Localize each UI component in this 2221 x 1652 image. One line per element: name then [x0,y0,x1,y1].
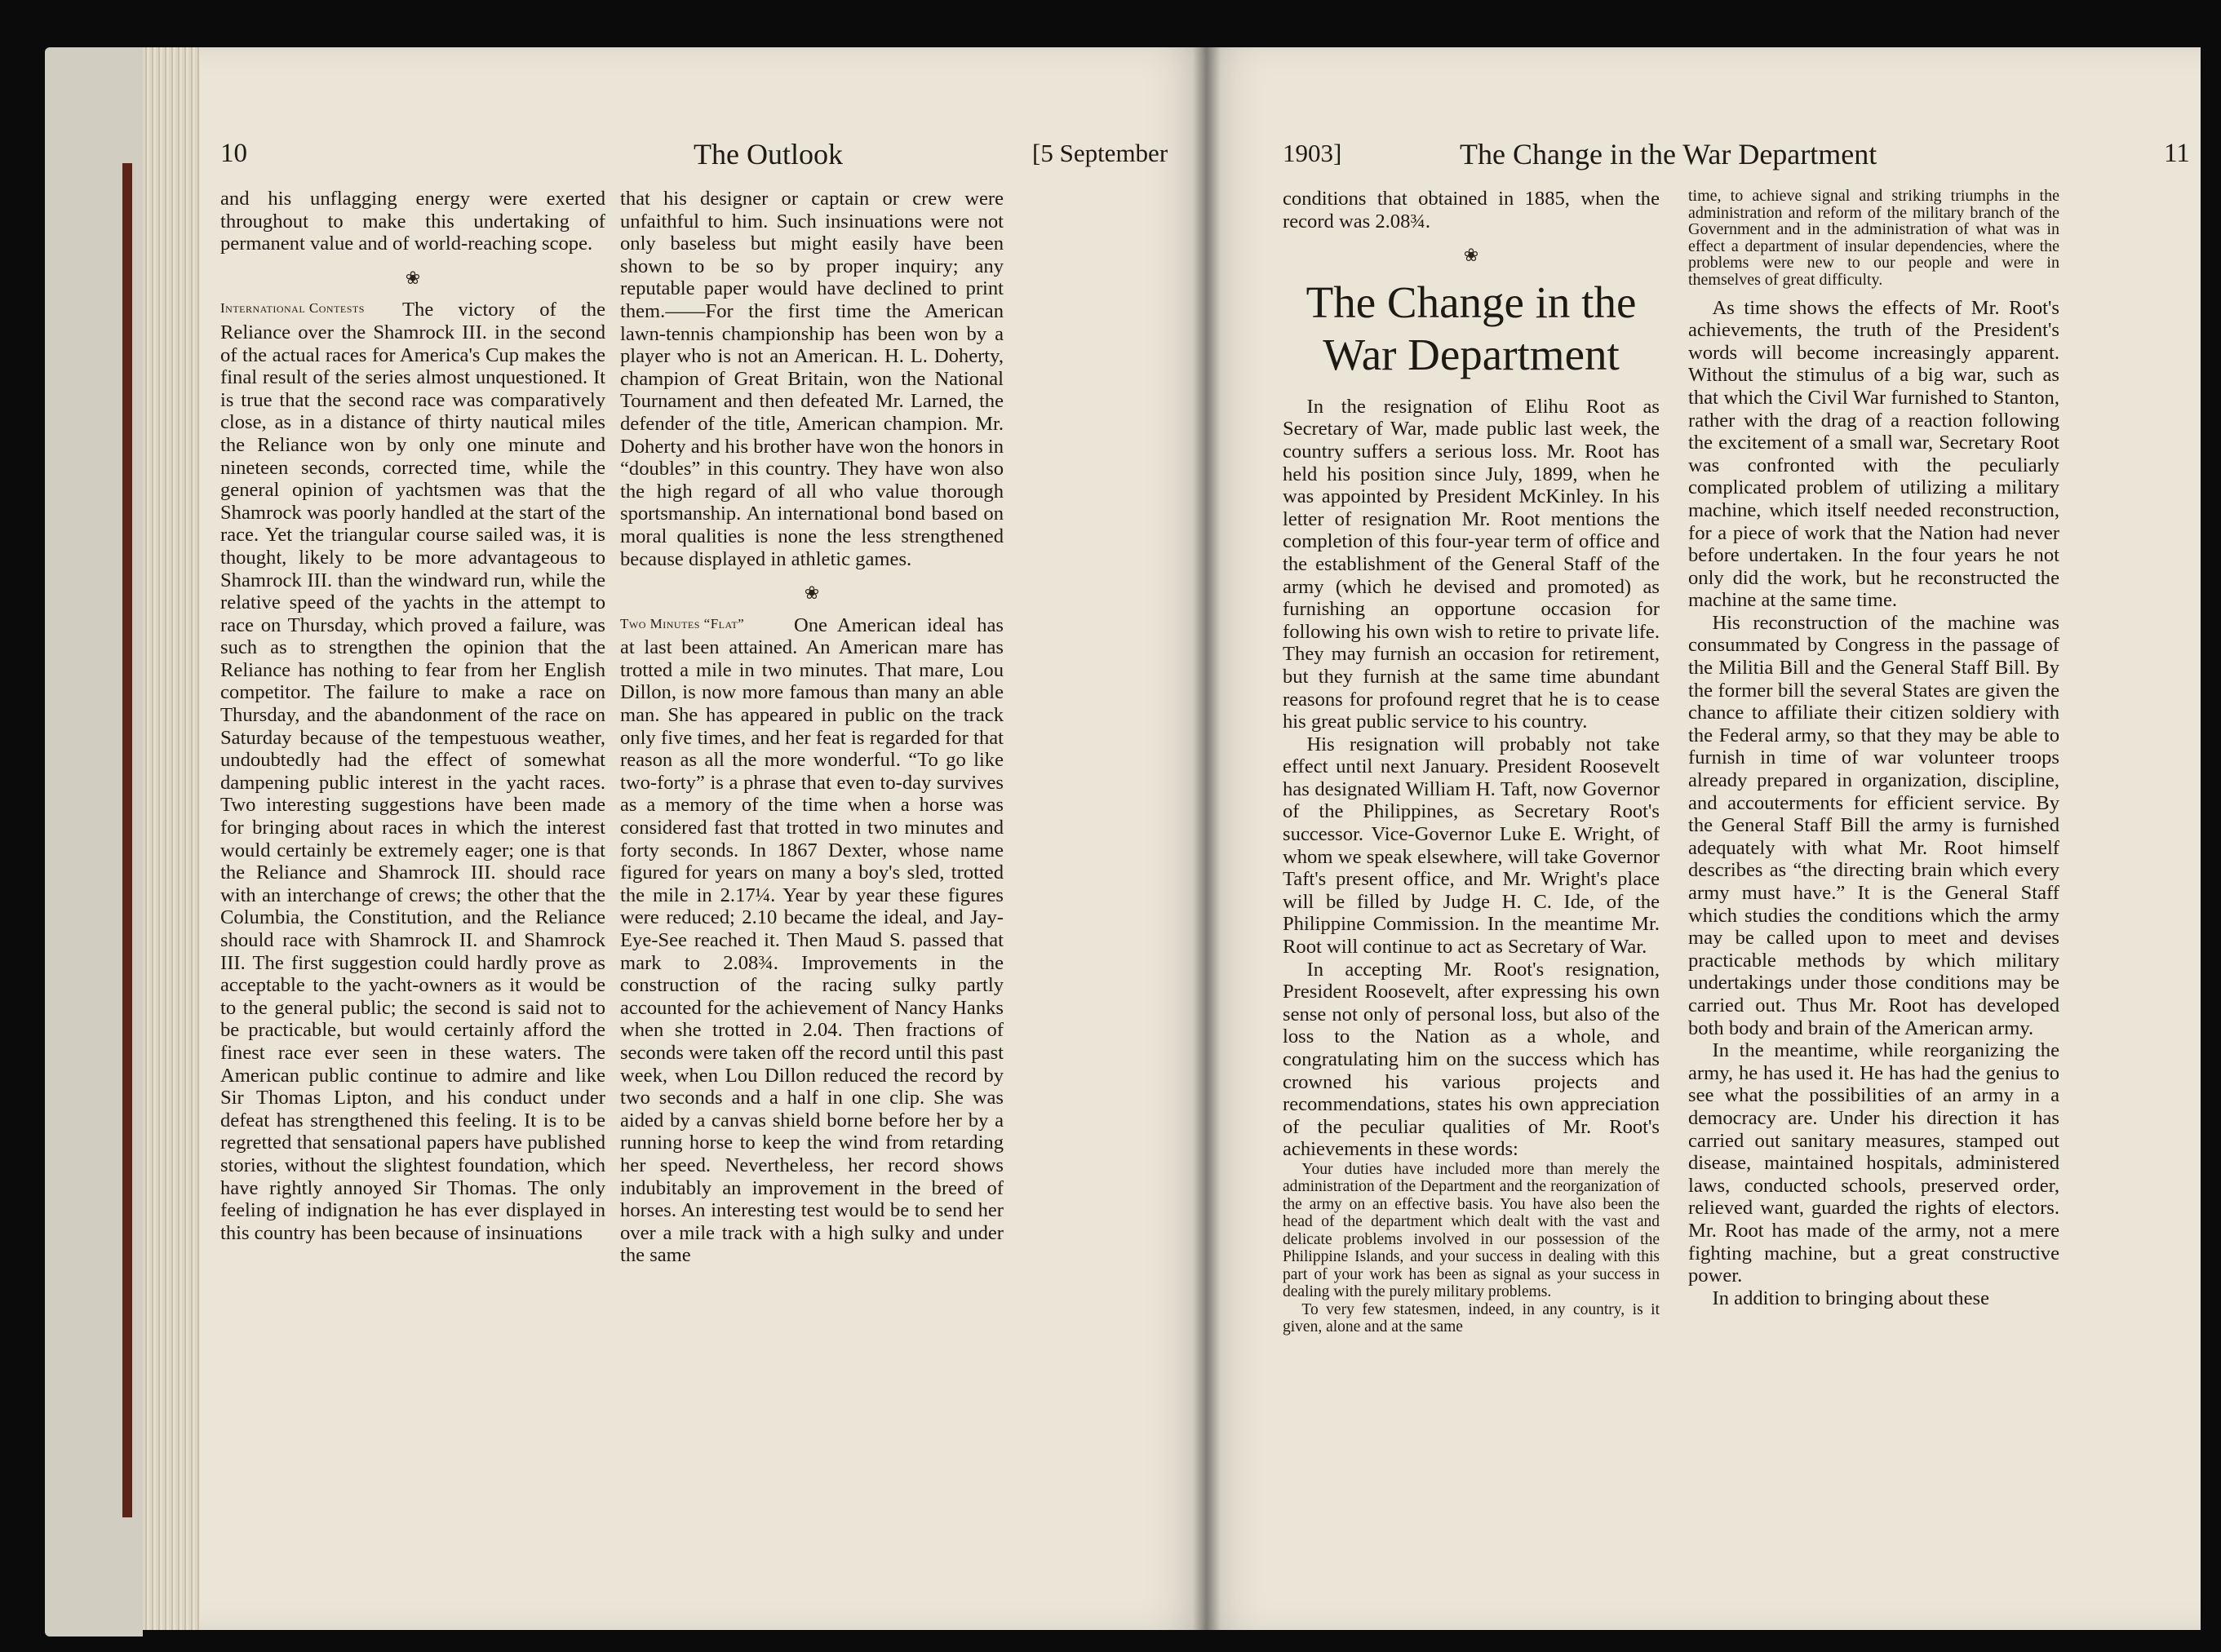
ornament-icon: ❀ [804,582,820,604]
right-running-title: The Change in the War Department [1460,138,1877,171]
section-sidehead: Two Minutes “Flat” [620,615,745,631]
left-column-1 [220,188,605,1244]
right-header-year: 1903] [1283,139,1342,167]
left-page [200,47,1205,1630]
book-gutter [1193,47,1221,1630]
paragraph: In accepting Mr. Root's resignation, President Roosevelt, after expressing his own sense not only of personal loss, but also of the loss to the Nation as a whole, and congratulating him on the success which has crowned his various projects and recommendations, states his own appreciation of the peculiar qualities of Mr. Root's achievements in these words: [1283,958,1660,1161]
right-page-number: 11 [2164,139,2190,168]
right-page [1205,47,2201,1630]
paragraph: In addition to bringing about these [1712,1287,1989,1309]
paragraph: The victory of the Reliance over the Shamrock III. in the second of the actual races for America's Cup makes the final result of the series almost unquestioned. It is true that the second race was comparatively close, as in a distance of thirty nautical miles the Reliance won by only one minute and nineteen seconds, corrected time, while the general opinion of yachtsmen was that the Shamrock was poorly handled at the start of the race. Yet the triangular course sailed was, it is thought, likely to be more advantageous to Shamrock III. than the windward run, while the relative speed of the yachts in the attempt to race on Thursday, which proved a failure, was such as to strengthen the opinion that the Reliance has nothing to fear from her English competitor. The failure to make a race on Thursday, and the abandonment of the race on Saturday because of the tempestuous weather, undoubtedly had the effect of somewhat dampening public interest in the yacht races. Two interesting suggestions have been made for bringing about races in which the interest would certainly be extremely eager; one is that the Reliance and Shamrock III. should race with an interchange of crews; the other that the Columbia, the Constitution, and the Reliance should race with Shamrock II. and Shamrock III. The first suggestion could hardly prove as acceptable to the yacht-owners as it would be to the general public; the second is said not to be practicable, but would certainly afford the finest race ever seen in these waters. The American public continue to admire and like Sir Thomas Lipton, and his conduct under defeat has strengthened this feeling. It is to be regretted that sensational papers have published stories, without the slightest foundation, which have rightly annoyed Sir Thomas. The only feeling of indignation he has ever displayed in this country has been because of insinuations [220,299,605,1244]
left-column-2 [620,188,1004,1267]
paragraph: In the meantime, while reorganizing the army, he has used it. He has had the genius to see what the possibilities of an army in a democracy are. Under his direction it has carried out sanitary measures, stamped out disease, maintained hospitals, administered laws, conducted schools, preserved order, relieved want, guarded the rights of electors. Mr. Root has made of the army, not a mere fighting machine, but a great constructive power. [1688,1039,2059,1287]
article-title: The Change in the War Department [1306,277,1637,379]
paragraph: As time shows the effects of Mr. Root's achievements, the truth of the President's words will become increasingly apparent. Without the stimulus of a big war, such as that which the Civil War furnished to Stanton, rather with the drag of a reaction following the excitement of a small war, Secretary Root was confronted with the peculiarly complicated problem of utilizing a military machine, which itself needed reconstruction, for a piece of work that the Nation had never before undertaken. In the four years he not only did the work, but he reconstructed the machine at the same time. [1688,296,2059,612]
ornament-icon: ❀ [405,267,421,288]
paragraph: and his unflagging energy were exerted throughout to make this undertaking of permanent value and of world-reaching scope. [220,188,605,255]
left-header-date: [5 September [1032,139,1168,167]
block-quote: time, to achieve signal and striking triumphs in the administration and reform of the military branch of the Government and in the administration of what was in effect a department of insular dependencies, where the problems were new to our people and were in themselves of great difficulty. [1688,187,2059,289]
paragraph: His resignation will probably not take effect until next January. President Roosevelt has designated William H. Taft, now Governor of the Philippines, as Secretary Root's successor. Vice-Governor Luke E. Wright, of whom we speak elsewhere, will take Governor Taft's present office, and Mr. Wright's place will be filled by Judge H. C. Ide, of the Philippine Commission. In the meantime Mr. Root will continue to act as Secretary of War. [1283,733,1660,959]
page-edges [143,47,206,1630]
paragraph: conditions that obtained in 1885, when the record was 2.08¾. [1283,188,1660,233]
paragraph: His reconstruction of the machine was consummated by Congress in the passage of the Militia Bill and the General Staff Bill. By the former bill the several States are given the chance to affiliate their citizen soldiery with the Federal army, so that they may be able to furnish in time of war volunteer troops already prepared in organization, discipline, and accouterments for efficient service. By the General Staff Bill the army is furnished adequately with what Mr. Root himself describes as “the directing brain which every army must have.” It is the General Staff which studies the conditions which the army may be called upon to meet and devises practicable methods by which military undertakings under those conditions may be carried out. Thus Mr. Root has developed both body and brain of the American army. [1688,611,2059,1039]
paragraph: In the resignation of Elihu Root as Secretary of War, made public last week, the country suffers a serious loss. Mr. Root has held his position since July, 1899, when he was appointed by President McKinley. In his letter of resignation Mr. Root mentions the completion of this four-year term of office and the establishment of the General Staff of the army (which he devised and promoted) as furnishing an opportune occasion for following his own wish to retire to private life. They may furnish an occasion for retirement, but they furnish at the same time abundant reasons for profound regret that he is to cease his great public service to his country. [1283,395,1660,733]
right-column-1 [1283,188,1660,1336]
right-column-2 [1688,188,2059,1309]
paragraph: One American ideal has at last been attained. An American mare has trotted a mile in two minutes. That mare, Lou Dillon, is now more famous than many an able man. She has appeared in public on the track only five times, and her feat is regarded for that reason as all the more wonderful. “To go like two-forty” is a phrase that even to-day survives as a memory of the time when a horse was considered fast that trotted in two minutes and forty seconds. In 1867 Dexter, whose name figured for years on many a boy's sled, trotted the mile in 2.17¼. Year by year these figures were reduced; 2.10 became the ideal, and Jay-Eye-See reached it. Then Maud S. passed that mark to 2.08¾. Improvements in the construction of the racing sulky partly accounted for the achievement of Nancy Hanks when she trotted in 2.04. Then fractions of seconds were taken off the record until this past week, when Lou Dillon reduced the record by two seconds and a half in one clip. She was aided by a canvas shield borne before her by a running horse to keep the wind from retarding her speed. Nevertheless, her record shows indubitably an improvement in the breed of horses. An interesting test would be to send her over a mile track with a high sulky and under the same [620,613,1004,1267]
block-quote: To very few statesmen, indeed, in any country, is it given, alone and at the same [1283,1300,1660,1336]
paragraph: that his designer or captain or crew were unfaithful to him. Such insinuations were not only baseless but might easily have been shown to be so by proper inquiry; any reputable paper would have declined to print them.——For the first time the American lawn-tennis championship has been won by a player who is not an American. H. L. Doherty, champion of Great Britain, won the National Tournament and then defeated Mr. Larned, the defender of the title, American champion. Mr. Doherty and his brother have won the honors in “doubles” in this country. They have won also the high regard of all who value thorough sportsmanship. An international bond based on moral qualities is none the less strengthened because displayed in athletic games. [620,188,1004,570]
left-running-title: The Outlook [694,138,843,171]
cover-edge-stripe [122,163,132,1517]
left-page-number: 10 [220,139,247,168]
block-quote: Your duties have included more than merely the administration of the Department and the reorganization of the army on an effective basis. You have also been the head of the department which dealt with the vast and delicate problems involved in our possession of the Philippine Islands, and your success in dealing with this part of your work has been as signal as your success in dealing with the purely military problems. [1283,1160,1660,1301]
section-sidehead: International Contests [220,300,365,317]
ornament-icon: ❀ [1463,245,1479,266]
